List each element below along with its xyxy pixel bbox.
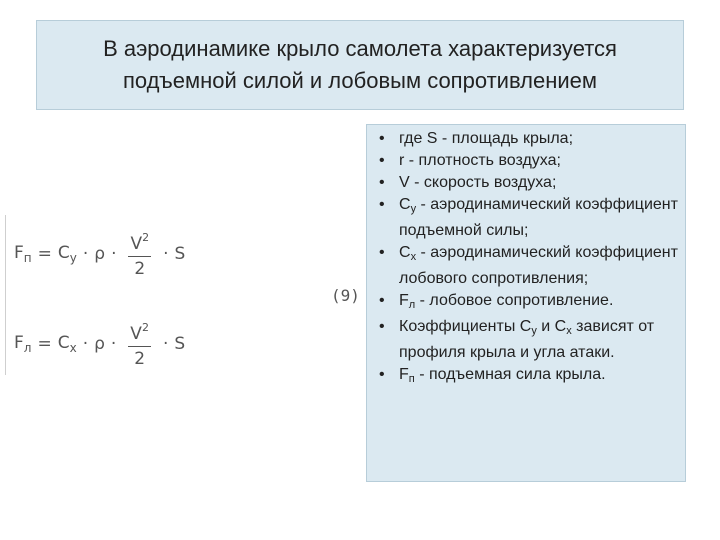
list-item: • r - плотность воздуха; [379, 150, 679, 172]
formula-rho: ρ [94, 243, 106, 264]
formula-coefficient: $C_x$ [57, 332, 77, 355]
list-item: • $F_л$ - лобовое сопротивление. [379, 290, 679, 316]
formula-lhs: $F_п$ [14, 242, 32, 265]
formula-coefficient: $C_y$ [57, 242, 77, 265]
multiply-dot: · [111, 243, 117, 264]
multiply-dot: · [162, 333, 169, 354]
definitions-list [367, 125, 685, 390]
definitions-panel [366, 124, 686, 482]
equation-number: (9) [331, 286, 360, 305]
multiply-dot: · [163, 243, 169, 264]
formula-lhs: $F_л$ [14, 332, 32, 355]
title-line-2: подъемной силой и лобовым сопротивлением [122, 68, 598, 93]
formula-rho: ρ [94, 333, 105, 354]
multiply-dot: · [82, 333, 89, 354]
title-line-1: В аэродинамике крыло самолета характеризуется [103, 36, 617, 61]
equals-sign: = [37, 243, 52, 264]
list-item: • $F_п$ - подъемная сила крыла. [379, 364, 679, 390]
list-item: • где S - площадь крыла; [379, 128, 679, 150]
formula-fraction: $\frac{V^2}{2}$ [128, 228, 151, 279]
multiply-dot: · [110, 333, 117, 354]
left-divider [5, 215, 6, 375]
formula-fraction: $\frac{V^2}{2}$ [128, 318, 151, 369]
lift-formula [14, 228, 185, 279]
drag-formula [14, 318, 185, 369]
list-item: • V - скорость воздуха; [379, 172, 679, 194]
formula-area: S [174, 333, 186, 354]
title-banner [36, 20, 684, 110]
list-item: • $C_y$ - аэродинамический коэффициент подъемной силы; [379, 194, 679, 242]
multiply-dot: · [82, 243, 89, 264]
list-item: • Коэффициенты $C_y$ и $C_x$ зависят от профиля крыла и угла атаки. [379, 316, 679, 364]
formula-area: S [174, 243, 186, 264]
list-item: • $C_x$ - аэродинамический коэффициент лобового сопротивления; [379, 242, 679, 290]
equals-sign: = [37, 333, 52, 354]
